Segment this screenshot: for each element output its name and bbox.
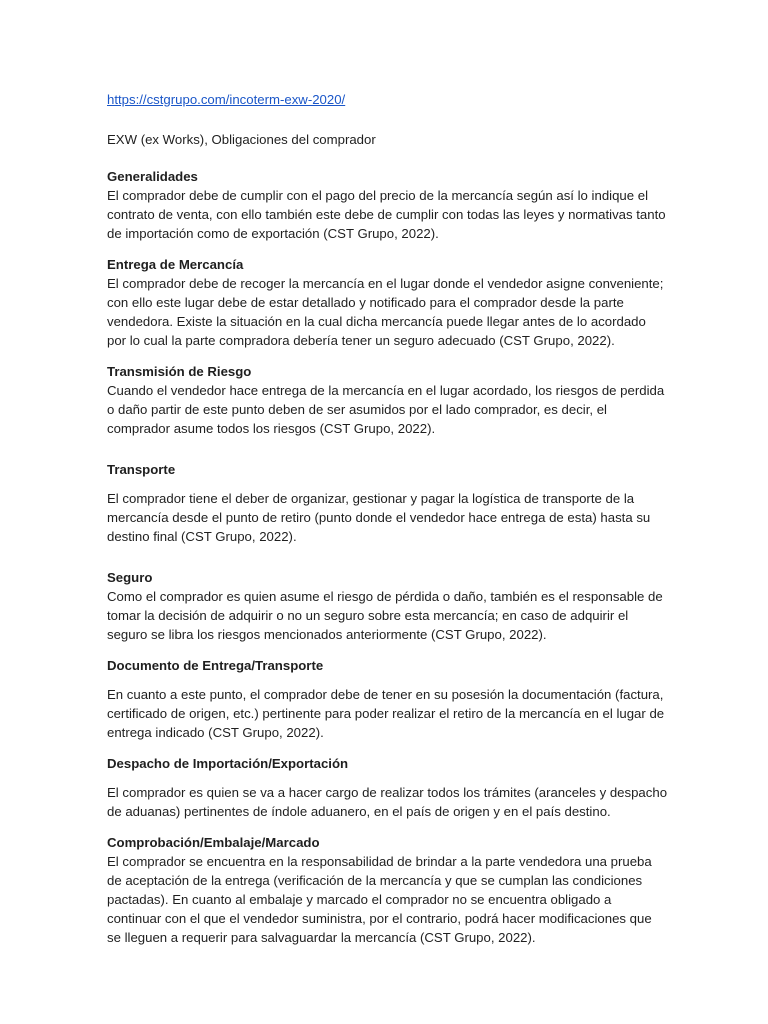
document-title: EXW (ex Works), Obligaciones del comprador bbox=[107, 132, 376, 147]
section-heading: Generalidades bbox=[107, 169, 198, 184]
section-body: El comprador debe de recoger la mercancía en el lugar donde el vendedor asigne conveniente; con ello este lugar debe de estar detallado y notificado para el comprador desde la parte vendedora. Existe la situación en la cual dicha mercancía puede llegar antes de lo acordado por lo cual la parte compradora debería tener un seguro adecuado (CST Grupo, 2022). bbox=[107, 276, 664, 348]
source-link[interactable]: https://cstgrupo.com/incoterm-exw-2020/ bbox=[107, 92, 346, 107]
section-heading: Documento de Entrega/Transporte bbox=[107, 658, 324, 673]
section-transmision-de-riesgo bbox=[107, 362, 668, 438]
section-body: El comprador es quien se va a hacer cargo de realizar todos los trámites (aranceles y despacho de aduanas) pertinentes de índole aduanero, en el país de origen y en el país destino. bbox=[107, 785, 668, 819]
section-documento-de-entrega bbox=[107, 656, 668, 742]
section-transporte bbox=[107, 460, 668, 546]
section-despacho bbox=[107, 754, 668, 821]
section-seguro bbox=[107, 568, 668, 644]
section-body: El comprador debe de cumplir con el pago del precio de la mercancía según así lo indique el contrato de venta, con ello también este debe de cumplir con todas las leyes y normativas tanto de importación como de exportación (CST Grupo, 2022). bbox=[107, 188, 666, 241]
section-body: El comprador tiene el deber de organizar, gestionar y pagar la logística de transporte de la mercancía desde el punto de retiro (punto donde el vendedor hace entrega de esta) hasta su destino final (CST Grupo, 2022). bbox=[107, 491, 651, 544]
section-generalidades bbox=[107, 167, 668, 243]
section-heading: Seguro bbox=[107, 570, 153, 585]
section-body: El comprador se encuentra en la responsabilidad de brindar a la parte vendedora una prueba de aceptación de la entrega (verificación de la mercancía y que se cumplan las condiciones pactadas). En cuanto al embalaje y marcado el comprador no se encuentra obligado a continuar con el que el vendedor suministra, por el contrario, podrá hacer modificaciones que se lleguen a requerir para salvaguardar la mercancía (CST Grupo, 2022). bbox=[107, 854, 652, 945]
section-heading: Entrega de Mercancía bbox=[107, 257, 244, 272]
section-comprobacion bbox=[107, 833, 668, 947]
section-heading: Despacho de Importación/Exportación bbox=[107, 756, 349, 771]
section-body: Cuando el vendedor hace entrega de la mercancía en el lugar acordado, los riesgos de perdida o daño partir de este punto deben de ser asumidos por el lado comprador, es decir, el comprador asume todos los riesgos (CST Grupo, 2022). bbox=[107, 383, 665, 436]
section-heading: Transmisión de Riesgo bbox=[107, 364, 252, 379]
section-body: En cuanto a este punto, el comprador debe de tener en su posesión la documentación (factura, certificado de origen, etc.) pertinente para poder realizar el retiro de la mercancía en el lugar de entrega indicado (CST Grupo, 2022). bbox=[107, 687, 665, 740]
section-entrega-de-mercancia bbox=[107, 255, 668, 350]
section-body: Como el comprador es quien asume el riesgo de pérdida o daño, también es el responsable de tomar la decisión de adquirir o no un seguro sobre esta mercancía; en caso de adquirir el seguro se libra los riesgos mencionados anteriormente (CST Grupo, 2022). bbox=[107, 589, 663, 642]
section-heading: Transporte bbox=[107, 462, 176, 477]
section-heading: Comprobación/Embalaje/Marcado bbox=[107, 835, 320, 850]
